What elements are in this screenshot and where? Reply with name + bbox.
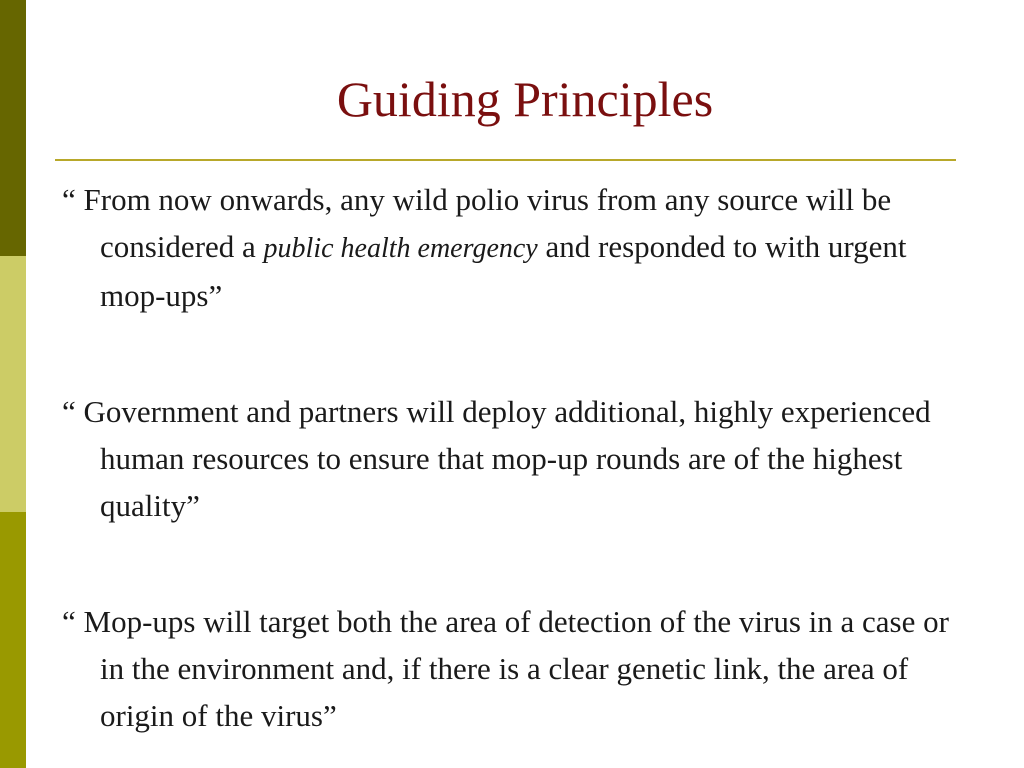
bullet-list (62, 176, 962, 768)
bullet-item (62, 388, 962, 529)
sidebar-accent-middle (0, 256, 26, 512)
bullet-text: “ Government and partners will deploy additional, highly experienced human resources to ensure that mop-up rounds are of the highest quality” (62, 394, 931, 523)
slide-title: Guiding Principles (336, 71, 714, 127)
sidebar-accent-top (0, 0, 26, 256)
bullet-text-after: and responded to with urgent mop-ups” (100, 229, 907, 313)
sidebar-accent-bottom (0, 512, 26, 768)
bullet-text: “ From now onwards, any wild polio virus from any source will be considered a (62, 182, 892, 264)
bullet-text: “ Mop-ups will target both the area of detection of the virus in a case or in the environment and, if there is a clear genetic link, the area of origin of the virus” (62, 604, 949, 733)
title-divider (55, 159, 956, 161)
bullet-emphasis: public health emergency (263, 233, 538, 264)
bullet-item (62, 176, 962, 319)
bullet-item (62, 598, 962, 739)
